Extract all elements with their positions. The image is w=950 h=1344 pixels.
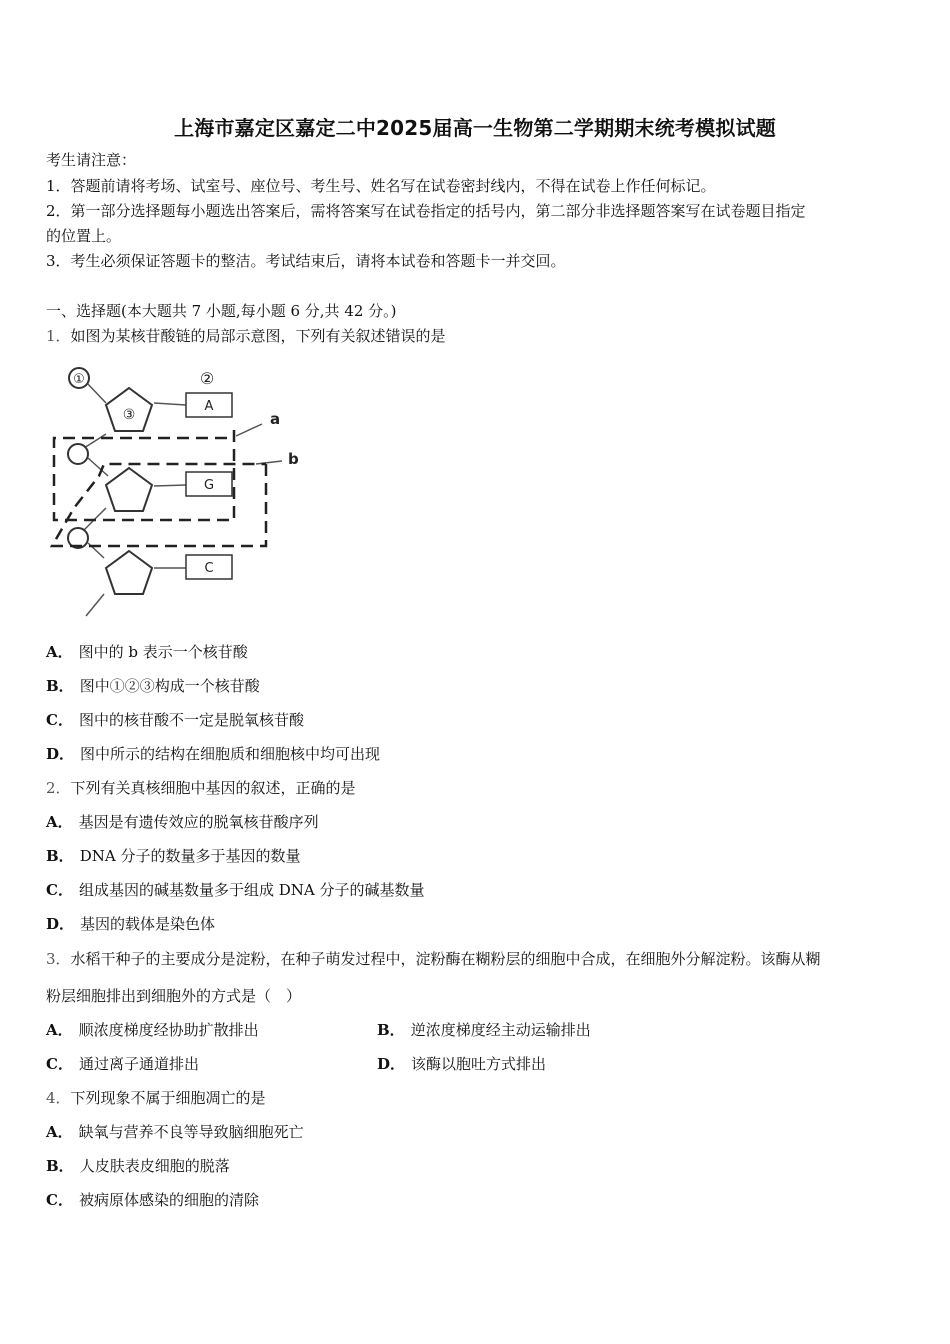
- question-4-option-c: C． 被病原体感染的细胞的清除: [46, 1191, 259, 1209]
- label-1: ①: [73, 372, 85, 387]
- question-1-option-a: A． 图中的 b 表示一个核苷酸: [46, 643, 248, 661]
- pentose-shape: [106, 468, 152, 511]
- notice-item-1: 1．答题前请将考场、试室号、座位号、考生号、姓名写在试卷密封线内，不得在试卷上作任何标记。: [46, 177, 716, 195]
- region-label-a: a: [270, 410, 281, 428]
- base-label-c: C: [204, 561, 214, 576]
- question-3-option-c: C． 通过离子通道排出: [46, 1055, 199, 1073]
- question-number: 1．: [46, 327, 71, 345]
- base-label-a: A: [204, 399, 214, 414]
- region-label-b: b: [288, 450, 299, 468]
- question-4-stem: 4．下列现象不属于细胞凋亡的是: [46, 1089, 266, 1107]
- notice-item-2-continued: 的位置上。: [46, 227, 122, 245]
- question-3-stem: 3．水稻干种子的主要成分是淀粉，在种子萌发过程中，淀粉酶在糊粉层的细胞中合成，在细胞外分解淀粉。该酶从糊: [46, 950, 821, 968]
- question-2-option-b: B． DNA 分子的数量多于基因的数量: [46, 847, 301, 865]
- question-2-option-c: C． 组成基因的碱基数量多于组成 DNA 分子的碱基数量: [46, 881, 425, 899]
- question-4-option-a: A． 缺氧与营养不良等导致脑细胞死亡: [46, 1123, 304, 1141]
- question-2-option-d: D． 基因的载体是染色体: [46, 915, 216, 933]
- label-3: ③: [122, 407, 136, 423]
- notice-item-2: 2．第一部分选择题每小题选出答案后，需将答案写在试卷指定的括号内，第二部分非选择题答案写在试卷题目指定: [46, 202, 806, 220]
- label-2: ②: [199, 369, 215, 388]
- notice-item-3: 3．考生必须保证答题卡的整洁。考试结束后，请将本试卷和答题卡一并交回。: [46, 252, 566, 270]
- question-2-option-a: A． 基因是有遗传效应的脱氧核苷酸序列: [46, 813, 319, 831]
- nucleotide-chain-diagram: [44, 358, 314, 628]
- question-3-option-b: B． 逆浓度梯度经主动运输排出: [377, 1021, 591, 1039]
- question-2-stem: 2．下列有关真核细胞中基因的叙述，正确的是: [46, 779, 356, 797]
- question-1-stem: [46, 326, 446, 346]
- question-3-option-a: A． 顺浓度梯度经协助扩散排出: [46, 1021, 259, 1039]
- question-3-stem-continued: 粉层细胞排出到细胞外的方式是（ ）: [46, 987, 302, 1005]
- question-1-option-b: B． 图中①②③构成一个核苷酸: [46, 677, 260, 695]
- section-heading: 一、选择题(本大题共 7 小题,每小题 6 分,共 42 分。): [46, 302, 397, 320]
- question-text: 如图为某核苷酸链的局部示意图，下列有关叙述错误的是: [70, 327, 446, 345]
- base-label-g: G: [203, 478, 215, 493]
- question-3-option-d: D． 该酶以胞吐方式排出: [377, 1055, 547, 1073]
- phosphate-circle: [68, 444, 88, 464]
- question-1-option-d: D． 图中所示的结构在细胞质和细胞核中均可出现: [46, 745, 381, 763]
- pentose-shape: [106, 551, 152, 594]
- question-1-option-c: C． 图中的核苷酸不一定是脱氧核苷酸: [46, 711, 304, 729]
- question-4-option-b: B． 人皮肤表皮细胞的脱落: [46, 1157, 230, 1175]
- notice-heading: 考生请注意：: [46, 151, 137, 169]
- page-title: 上海市嘉定区嘉定二中2025届高一生物第二学期期末统考模拟试题: [174, 116, 776, 140]
